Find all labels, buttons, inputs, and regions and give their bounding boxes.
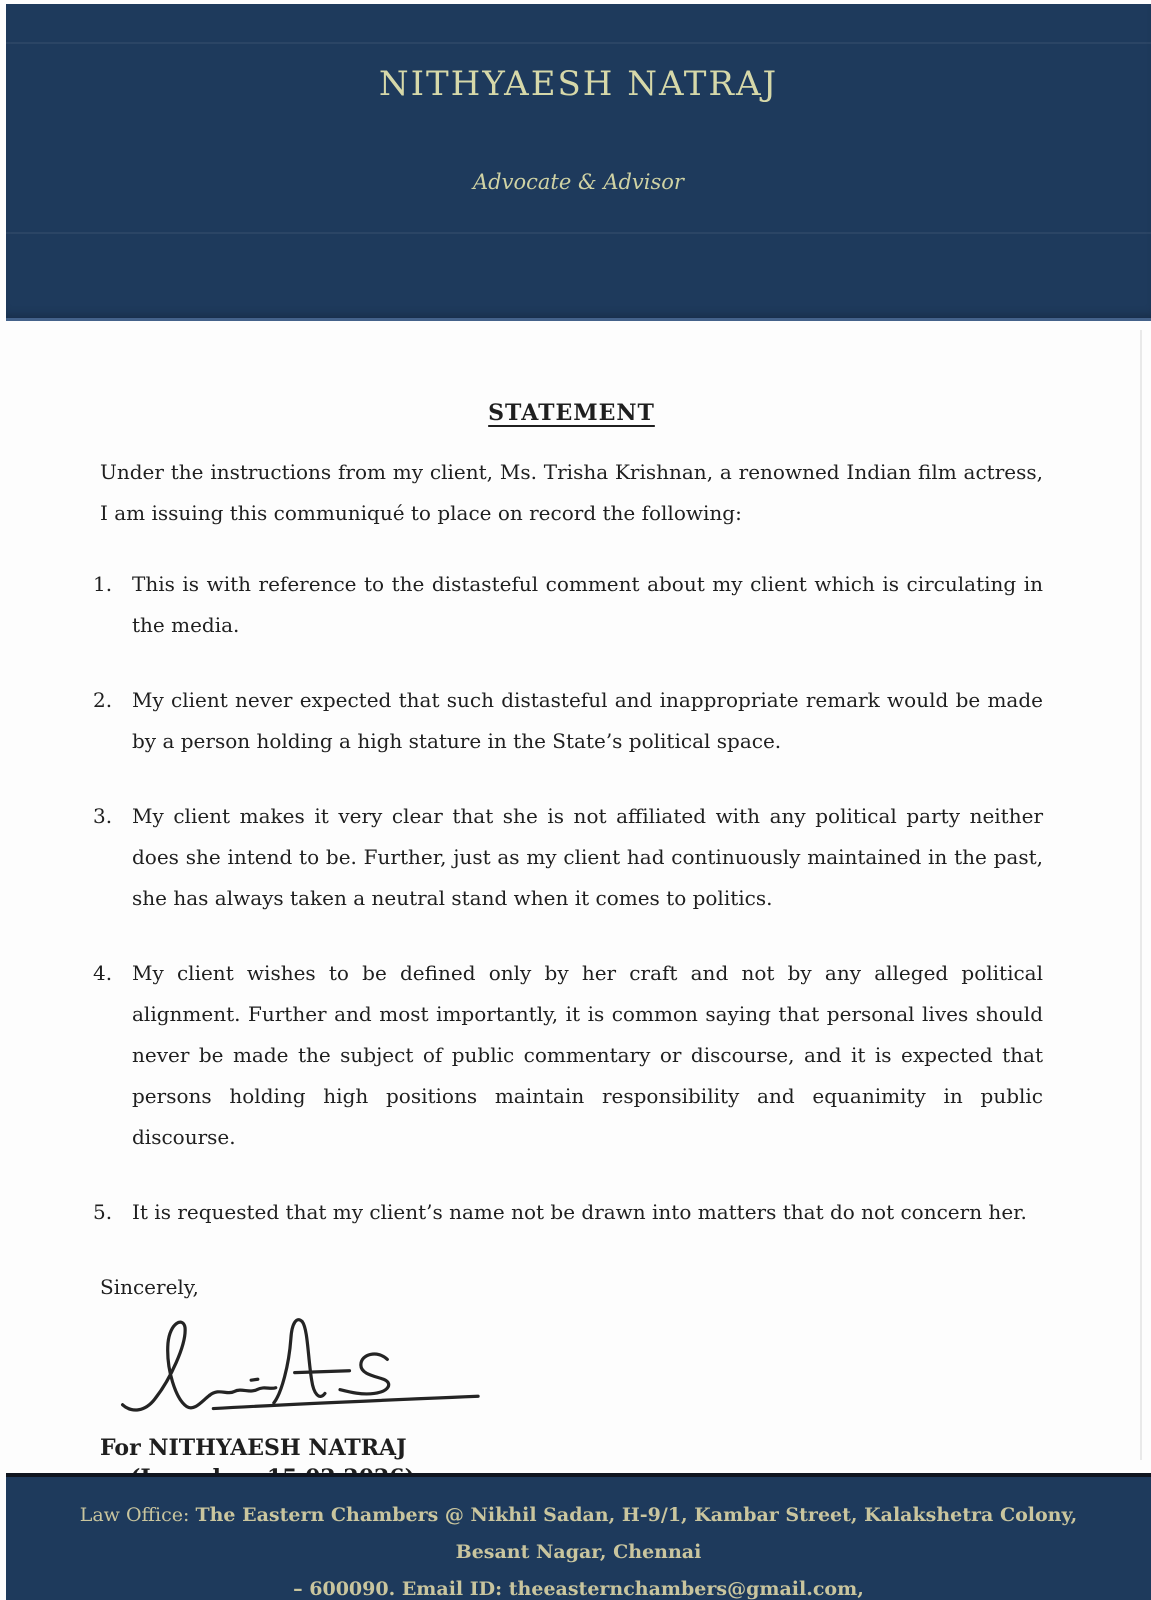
list-item bbox=[93, 796, 1043, 919]
list-item bbox=[93, 953, 1043, 1158]
footer-label: Law Office: bbox=[79, 1504, 196, 1526]
closing-salutation: Sincerely, bbox=[100, 1275, 199, 1300]
statement-list bbox=[93, 564, 1043, 1233]
signature bbox=[106, 1314, 1043, 1432]
signed-for-line: For NITHYAESH NATRAJ bbox=[100, 1435, 407, 1462]
header-scan-stripe bbox=[6, 42, 1151, 44]
statement-intro: Under the instructions from my client, Ms. Trisha Krishnan, a renowned Indian film actress, I am issuing this communiqué to place on record the following: bbox=[100, 460, 1043, 526]
statement-title: STATEMENT bbox=[488, 400, 655, 426]
letterhead-footer bbox=[6, 1473, 1151, 1600]
list-item bbox=[93, 564, 1043, 646]
statement-body bbox=[0, 321, 1151, 1493]
letterhead-header bbox=[6, 4, 1151, 321]
header-scan-stripe bbox=[6, 232, 1151, 234]
list-item-text: My client wishes to be defined only by her craft and not by any alleged political alignment. Further and most importantly, it is common saying that personal lives should never be made the subject of public commentary or discourse, and it is expected that persons holding high positions maintain responsibility and equanimity in public discourse. bbox=[132, 961, 1043, 1150]
list-item-text: My client makes it very clear that she is not affiliated with any political party neither does she intend to be. Further, just as my client had continuously maintained in the past, she has always taken a neutral stand when it comes to politics. bbox=[132, 804, 1043, 911]
letterhead-tagline: Advocate & Advisor bbox=[473, 170, 684, 194]
list-item-number: 2. bbox=[93, 688, 113, 713]
signature-scrawl bbox=[106, 1314, 506, 1418]
letterhead-name: NITHYAESH NATRAJ bbox=[378, 64, 779, 104]
list-item-text: My client never expected that such distasteful and inappropriate remark would be made by a person holding a high stature in the State’s political space. bbox=[132, 688, 1043, 754]
list-item-number: 5. bbox=[93, 1200, 113, 1225]
list-item-number: 4. bbox=[93, 961, 113, 986]
list-item-number: 1. bbox=[93, 572, 113, 597]
list-item-text: It is requested that my client’s name not be drawn into matters that do not concern her. bbox=[132, 1200, 1027, 1225]
footer-address: The Eastern Chambers @ Nikhil Sadan, H-9/1, Kambar Street, Kalakshetra Colony, Besant Nagar, Chennai bbox=[195, 1504, 1078, 1564]
footer-address-line bbox=[76, 1497, 1081, 1571]
list-item-text: This is with reference to the distasteful comment about my client which is circulating in the media. bbox=[132, 572, 1043, 638]
list-item-number: 3. bbox=[93, 804, 113, 829]
list-item bbox=[93, 1192, 1043, 1233]
footer-email-line: – 600090. Email ID: theeasternchambers@gmail.com, bbox=[293, 1578, 864, 1600]
list-item bbox=[93, 680, 1043, 762]
